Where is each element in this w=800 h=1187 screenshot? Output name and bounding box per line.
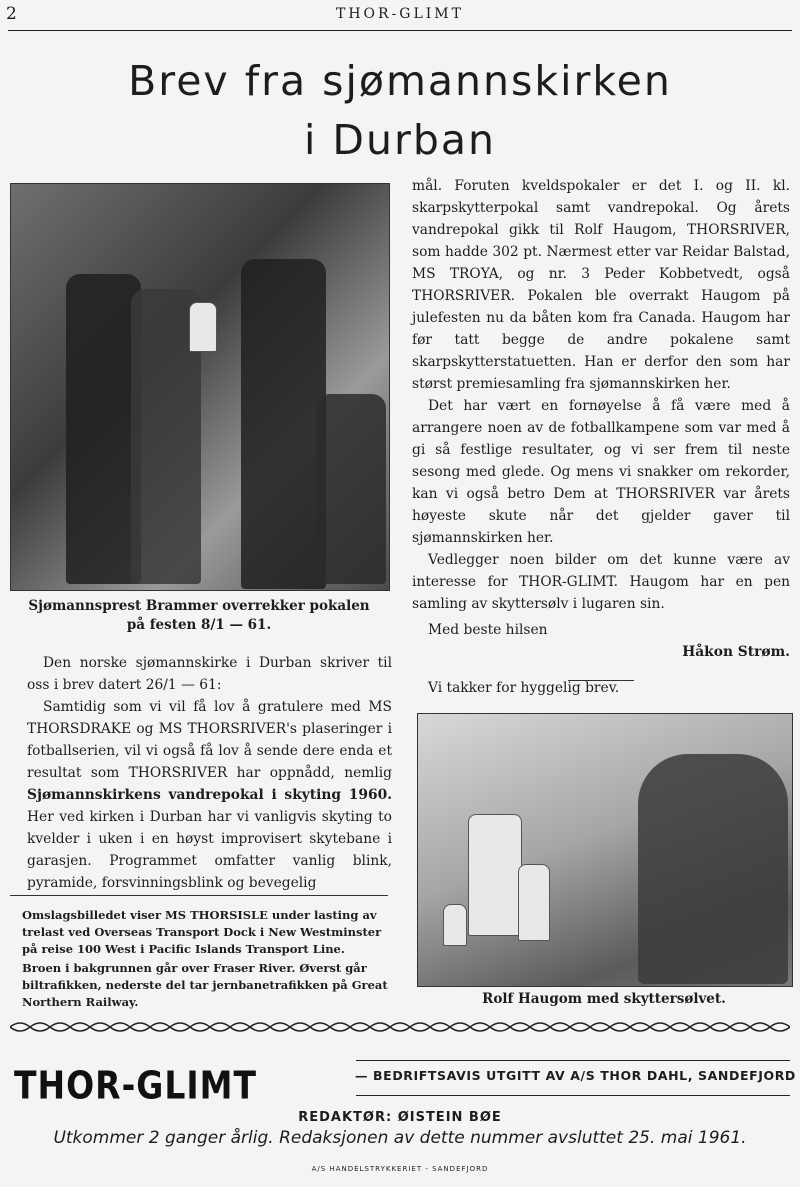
paragraph: mål. Foruten kveldspokaler er det I. og II. kl. skarpskytterpokal samt vandrepokal. Og årets vandrepokal gikk til Rolf Haugom, THORSRIVER, som hadde 302 pt. Nærmest etter var Reidar Balstad, MS TROYA, og nr. 3 Peder Kobbetvedt, også THORSRIVER. Pokalen ble overrakt Haugom på julefesten nu da båten kom fra Canada. Haugom har før tatt begge de andre pokalene samt skarpskytterstatuetten. Han er derfor den som har størst premiesamling fra sjømannskirken her. (412, 178, 790, 392)
title-line-1: Brev fra sjømannskirken (128, 57, 672, 105)
printer-credit: A/S HANDELSTRYKKERIET - SANDEFJORD (311, 1165, 489, 1173)
cover-note-rule (10, 895, 388, 896)
text-run: Her ved kirken i Durban har vi vanligvis skyting to kvelder i uken i en høyst improvisert skytebane i garasjen. Programmet omfatter vanlig blink, pyramide, forsvinningsblink og bevegelig (27, 809, 392, 891)
text-run-bold: Sjømannskirkens vandrepokal i skyting 1960. (27, 787, 392, 803)
cover-note (22, 907, 392, 1013)
greeting: Med beste hilsen (428, 622, 548, 638)
page-number: 2 (6, 4, 17, 24)
header-rule (8, 30, 792, 31)
paragraph: Vedlegger noen bilder om det kunne være av interesse for THOR-GLIMT. Haugom har en pen samling av skyttersølv i lugaren sin. (412, 552, 790, 612)
paragraph: Den norske sjømannskirke i Durban skriver til oss i brev datert 26/1 — 61: (27, 655, 392, 693)
trophy-shape (468, 814, 522, 936)
issue-note: Utkommer 2 ganger årlig. Redaksjonen av dette nummer avsluttet 25. mai 1961. (53, 1128, 747, 1148)
signature: Håkon Strøm. (682, 644, 790, 660)
trophy-shape (443, 904, 467, 946)
thanks-line: Vi takker for hyggelig brev. (428, 680, 620, 696)
masthead-logo: THOR-GLIMT (14, 1063, 258, 1108)
article-column-right (412, 175, 790, 699)
person-figure (638, 754, 788, 984)
person-figure (66, 274, 141, 584)
decorative-wave-border (10, 1019, 790, 1035)
masthead-subtitle: — BEDRIFTSAVIS UTGITT AV A/S THOR DAHL, SANDEFJORD (355, 1068, 796, 1083)
cover-note-paragraph: Broen i bakgrunnen går over Fraser River. Øverst går biltrafikken, nederste del tar jernbanetrafikken på Great Northern Railway. (22, 961, 388, 1009)
photo1-caption (10, 597, 388, 635)
masthead-rule-bottom (356, 1095, 790, 1096)
text-run: Samtidig som vi vil få lov å gratulere med MS THORSDRAKE og MS THORSRIVER's plaseringer i fotballserien, vil vi også få lov å sende dere enda et resultat som THORSRIVER har oppnådd, nemlig (27, 699, 392, 781)
cover-note-paragraph: Omslagsbilledet viser MS THORSISLE under lasting av trelast ved Overseas Transport Dock i New Westminster på reise 100 West i Pacific Islands Transport Line. (22, 908, 382, 956)
trophy-shape (189, 302, 217, 352)
person-figure (241, 259, 326, 589)
title-line-2: i Durban (304, 116, 496, 164)
short-rule (568, 680, 634, 681)
caption-line: Sjømannsprest Brammer overrekker pokalen (28, 598, 370, 614)
person-figure (316, 394, 386, 584)
paragraph (27, 696, 392, 894)
running-title: THOR-GLIMT (336, 6, 464, 22)
editor-line: REDAKTØR: ØISTEIN BØE (298, 1110, 502, 1125)
trophy-photo (417, 713, 793, 987)
trophy-shape (518, 864, 550, 941)
ceremony-photo (10, 183, 390, 591)
article-column-left (27, 652, 392, 894)
paragraph: Det har vært en fornøyelse å få være med å arrangere noen av de fotballkampene som var med å gi så festlige resultater, og vi ser frem til neste sesong med glede. Og mens vi snakker om rekorder, kan vi også betro Dem at THORSRIVER var årets høyeste skute når det gjelder gaver til sjømannskirken her. (412, 398, 790, 546)
masthead-rule-top (356, 1060, 790, 1061)
article-title (0, 52, 800, 170)
caption-line: på festen 8/1 — 61. (126, 617, 272, 633)
photo2-caption: Rolf Haugom med skyttersølvet. (482, 991, 726, 1007)
